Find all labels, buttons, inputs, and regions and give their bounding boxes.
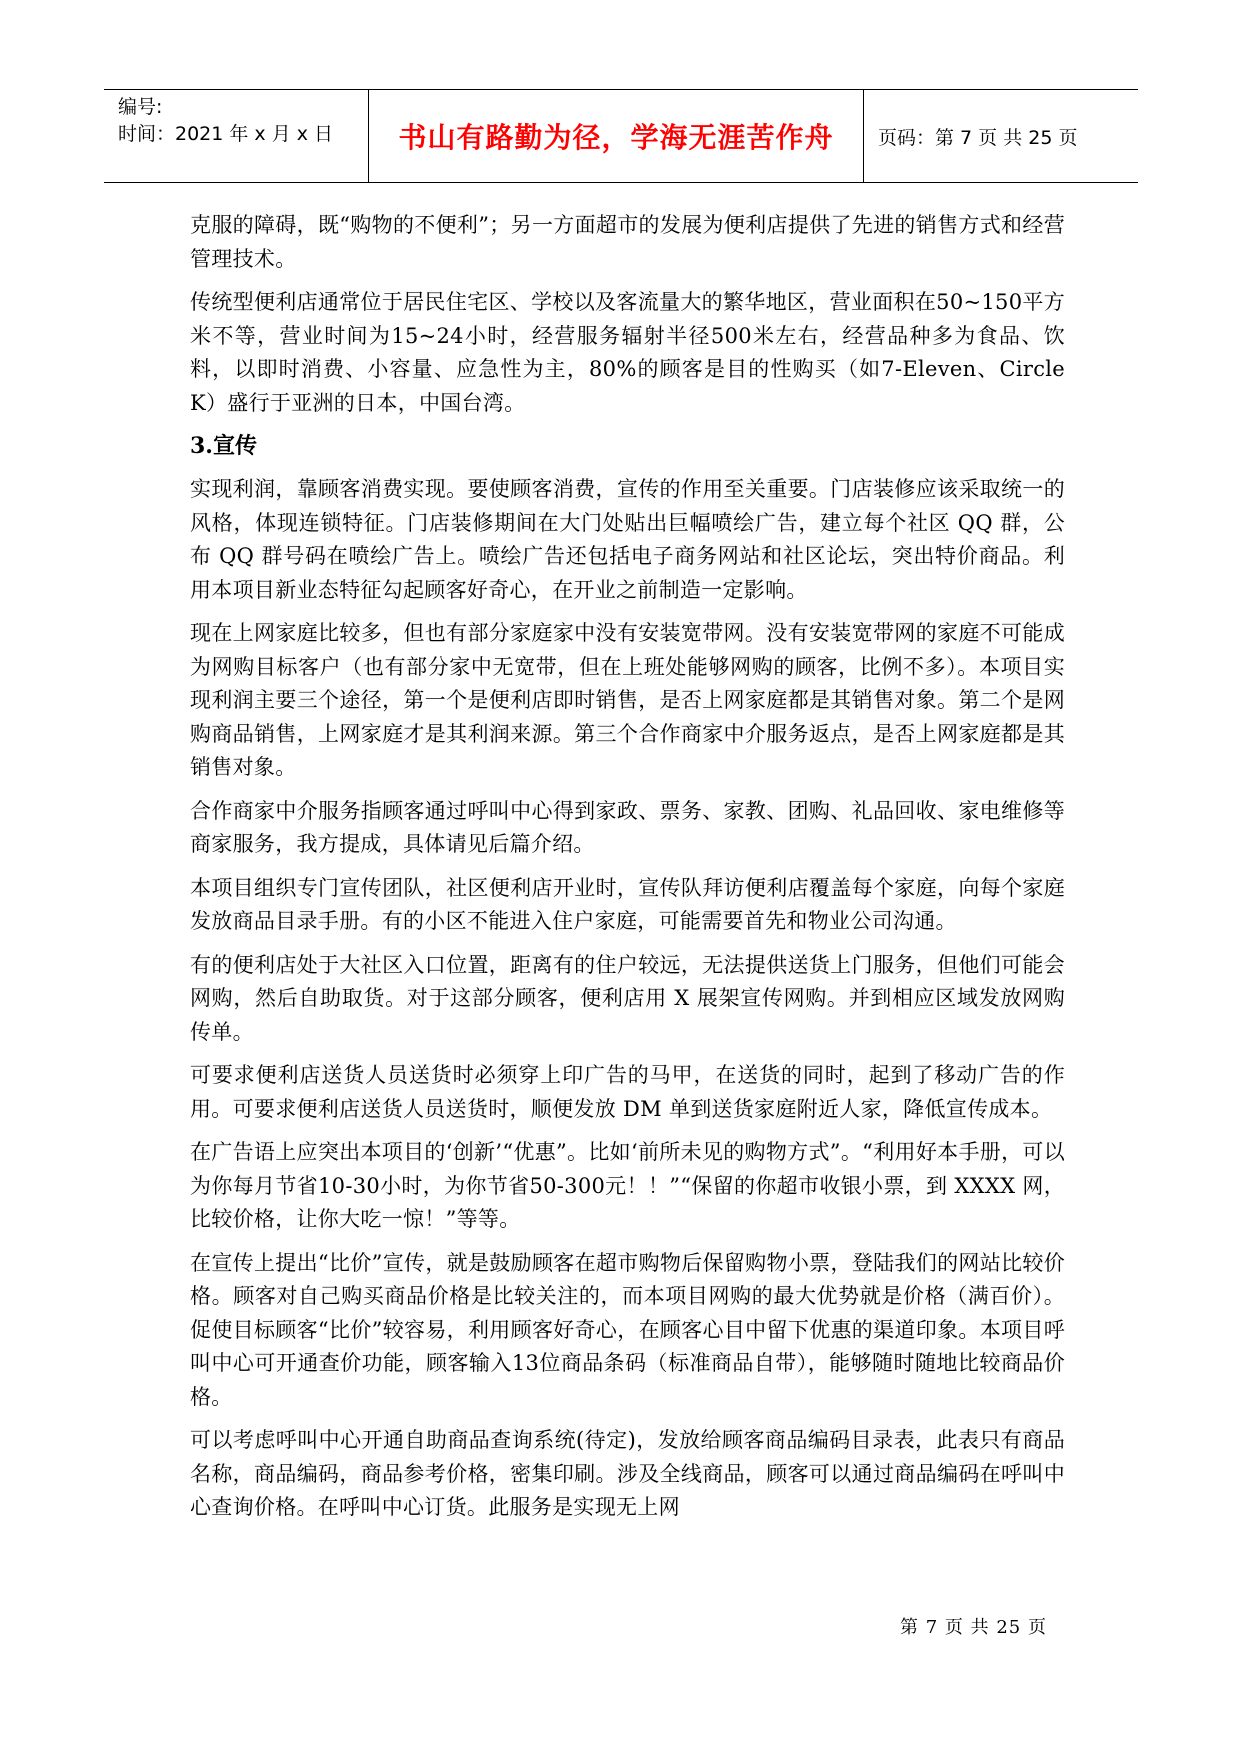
body-paragraph: 传统型便利店通常位于居民住宅区、学校以及客流量大的繁华地区，营业面积在50~150平方米不等，营业时间为15~24小时，经营服务辐射半径500米左右，经营品种多为食品、饮料，以即时消费、小容量、应急性为主，80%的顾客是目的性购买（如7-Eleven、Circle K）盛行于亚洲的日本，中国台湾。 bbox=[190, 290, 1065, 415]
section-heading: 3.宣传 bbox=[190, 433, 257, 459]
document-body bbox=[190, 209, 1065, 1535]
body-paragraph: 在宣传上提出“比价”宣传，就是鼓励顾客在超市购物后保留购物小票，登陆我们的网站比较价格。顾客对自己购买商品价格是比较关注的，而本项目网购的最大优势就是价格（满百价）。促使目标顾客“比价”较容易，利用顾客好奇心，在顾客心目中留下优惠的渠道印象。本项目呼叫中心可开通查价功能，顾客输入13位商品条码（标准商品自带），能够随时随地比较商品价格。 bbox=[190, 1250, 1065, 1409]
header-motto-cell bbox=[369, 90, 864, 182]
body-paragraph: 可以考虑呼叫中心开通自助商品查询系统(待定)，发放给顾客商品编码目录表，此表只有商品名称，商品编码，商品参考价格，密集印刷。涉及全线商品，顾客可以通过商品编码在呼叫中心查询价格。在呼叫中心订货。此服务是实现无上网 bbox=[190, 1428, 1065, 1519]
header-page-code: 页码：第 7 页 共 25 页 bbox=[878, 126, 1078, 149]
body-paragraph: 在广告语上应突出本项目的‘创新’“优惠”。比如‘前所未见的购物方式”。“利用好本手册，可以为你每月节省10-30小时，为你节省50-300元！！”“保留的你超市收银小票，到 XXXX 网，比较价格，让你大吃一惊！”等等。 bbox=[190, 1140, 1065, 1231]
header-motto: 书山有路勤为径，学海无涯苦作舟 bbox=[398, 121, 834, 154]
body-paragraph: 现在上网家庭比较多，但也有部分家庭家中没有安装宽带网。没有安装宽带网的家庭不可能成为网购目标客户（也有部分家中无宽带，但在上班处能够网购的顾客，比例不多）。本项目实现利润主要三个途径，第一个是便利店即时销售，是否上网家庭都是其销售对象。第二个是网购商品销售，上网家庭才是其利润来源。第三个合作商家中介服务返点，是否上网家庭都是其销售对象。 bbox=[190, 621, 1065, 779]
body-paragraph: 有的便利店处于大社区入口位置，距离有的住户较远，无法提供送货上门服务，但他们可能会网购，然后自助取货。对于这部分顾客，便利店用 X 展架宣传网购。并到相应区域发放网购传单。 bbox=[190, 952, 1065, 1044]
page-header bbox=[104, 89, 1138, 183]
body-paragraph: 合作商家中介服务指顾客通过呼叫中心得到家政、票务、家教、团购、礼品回收、家电维修等商家服务，我方提成，具体请见后篇介绍。 bbox=[190, 798, 1065, 856]
header-meta-cell bbox=[104, 90, 369, 182]
body-paragraph: 实现利润，靠顾客消费实现。要使顾客消费，宣传的作用至关重要。门店装修应该采取统一的风格，体现连锁特征。门店装修期间在大门处贴出巨幅喷绘广告，建立每个社区 QQ 群，公布 QQ 群号码在喷绘广告上。喷绘广告还包括电子商务网站和社区论坛，突出特价商品。利用本项目新业态特征勾起顾客好奇心，在开业之前制造一定影响。 bbox=[190, 477, 1065, 602]
body-paragraph: 可要求便利店送货人员送货时必须穿上印广告的马甲，在送货的同时，起到了移动广告的作用。可要求便利店送货人员送货时，顺便发放 DM 单到送货家庭附近人家，降低宣传成本。 bbox=[190, 1063, 1065, 1121]
header-page-cell bbox=[864, 90, 1138, 182]
page-footer-number: 第 7 页 共 25 页 bbox=[900, 1617, 1047, 1638]
body-paragraph: 克服的障碍，既“购物的不便利”；另一方面超市的发展为便利店提供了先进的销售方式和经营管理技术。 bbox=[190, 213, 1065, 271]
document-number-label: 编号: bbox=[118, 96, 163, 118]
document-date: 时间：2021 年 x 月 x 日 bbox=[118, 123, 334, 145]
body-paragraph: 本项目组织专门宣传团队，社区便利店开业时，宣传队拜访便利店覆盖每个家庭，向每个家庭发放商品目录手册。有的小区不能进入住户家庭，可能需要首先和物业公司沟通。 bbox=[190, 875, 1065, 933]
